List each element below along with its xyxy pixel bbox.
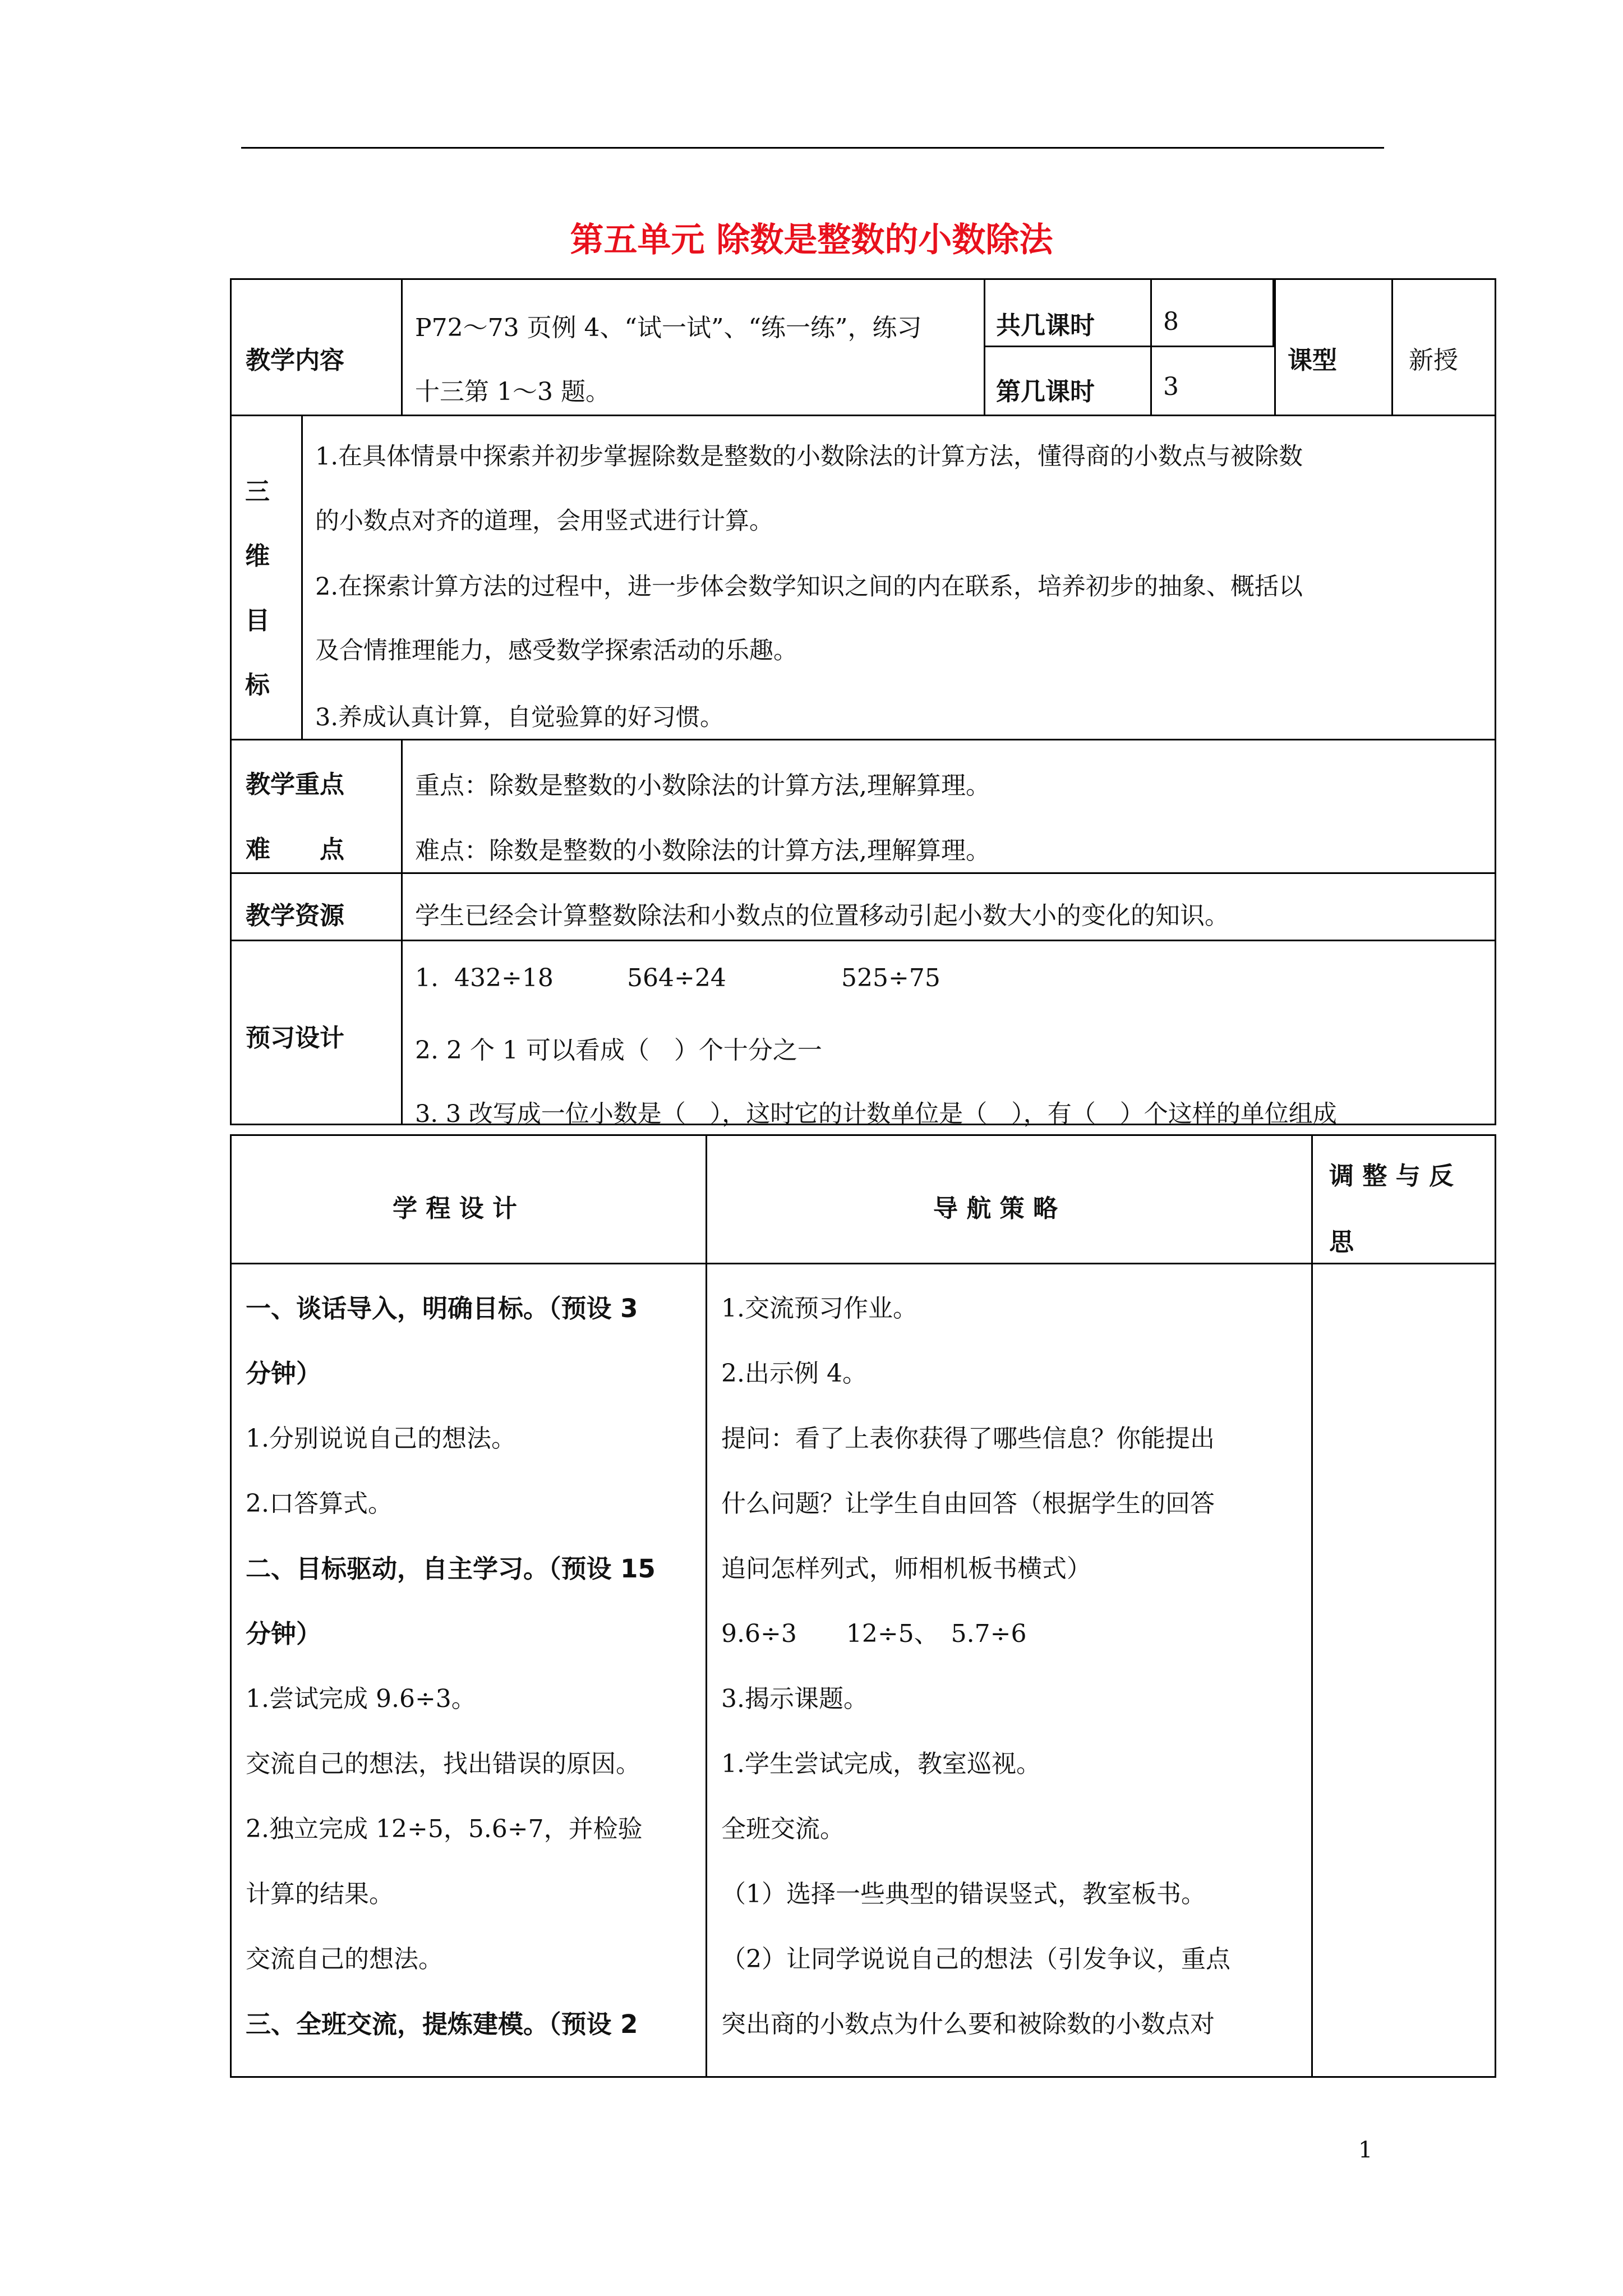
goals-label-char-3: 目	[245, 606, 270, 635]
column-divider-1	[706, 1134, 707, 2078]
middle-line-7: 3.揭示课题。	[721, 1685, 868, 1713]
preview-item-3: 525÷75	[841, 964, 940, 992]
preview-item-1: 432÷18	[454, 964, 554, 992]
type-label: 课型	[1288, 346, 1337, 375]
middle-line-1: 1.交流预习作业。	[721, 1294, 917, 1323]
key-point-text: 重点：除数是整数的小数除法的计算方法,理解算理。	[415, 771, 990, 800]
goal-line-5: 3.养成认真计算，自觉验算的好习惯。	[315, 703, 725, 731]
middle-line-2: 2.出示例 4。	[721, 1359, 867, 1388]
page-title: 第五单元 除数是整数的小数除法	[570, 220, 1053, 260]
resources-label: 教学资源	[246, 901, 344, 930]
adjust-reflect-header-1: 调 整 与 反	[1329, 1162, 1454, 1190]
header-rule	[241, 147, 1384, 149]
middle-line-5: 追问怎样列式，师相机板书横式）	[721, 1554, 1091, 1583]
which-hour-value: 3	[1163, 372, 1179, 401]
which-hour-label: 第几课时	[996, 378, 1095, 406]
adjust-reflect-header-2: 思	[1329, 1228, 1354, 1257]
left-line-4: 2.口答算式。	[246, 1489, 393, 1518]
total-hours-label: 共几课时	[996, 311, 1095, 340]
left-line-10: 计算的结果。	[246, 1880, 394, 1908]
goals-label-char-2: 维	[245, 542, 270, 570]
middle-line-4: 什么问题？让学生自由回答（根据学生的回答	[721, 1489, 1215, 1518]
content-line-2: 十三第 1～3 题。	[415, 378, 610, 406]
left-line-6: 分钟）	[246, 1619, 322, 1649]
middle-line-3: 提问：看了上表你获得了哪些信息？你能提出	[721, 1424, 1215, 1453]
left-line-11: 交流自己的想法。	[246, 1945, 443, 1973]
middle-line-8: 1.学生尝试完成，教室巡视。	[721, 1750, 1041, 1778]
type-value: 新授	[1409, 346, 1458, 375]
left-line-8: 交流自己的想法，找出错误的原因。	[246, 1750, 640, 1778]
difficulty-text: 难点：除数是整数的小数除法的计算方法,理解算理。	[415, 836, 990, 865]
left-line-1: 一、谈话导入，明确目标。（预设 3	[246, 1294, 638, 1323]
middle-line-9: 全班交流。	[721, 1815, 845, 1843]
middle-line-12: 突出商的小数点为什么要和被除数的小数点对	[721, 2010, 1215, 2039]
preview-line-1-prefix: 1.	[415, 964, 439, 992]
left-line-3: 1.分别说说自己的想法。	[246, 1424, 516, 1453]
preview-item-2: 564÷24	[627, 964, 726, 992]
difficulty-label: 难 点	[246, 835, 344, 864]
goal-line-1: 1.在具体情景中探索并初步掌握除数是整数的小数除法的计算方法，懂得商的小数点与被除数	[315, 443, 1303, 471]
page-number: 1	[1358, 2137, 1373, 2163]
left-line-2: 分钟）	[246, 1359, 322, 1388]
left-line-5: 二、目标驱动，自主学习。（预设 15	[246, 1554, 656, 1584]
goal-line-3: 2.在探索计算方法的过程中，进一步体会数学知识之间的内在联系，培养初步的抽象、概括以	[315, 573, 1303, 601]
process-table	[230, 1134, 1496, 2078]
goals-label-char-1: 三	[245, 477, 270, 506]
key-points-label: 教学重点	[246, 770, 344, 799]
goal-line-2: 的小数点对齐的道理，会用竖式进行计算。	[315, 507, 773, 535]
preview-line-2: 2. 2 个 1 可以看成（ ）个十分之一	[415, 1036, 822, 1065]
navigation-strategy-header: 导 航 策 略	[933, 1194, 1058, 1223]
preview-label: 预习设计	[246, 1024, 344, 1052]
resources-text: 学生已经会计算整数除法和小数点的位置移动引起小数大小的变化的知识。	[415, 901, 1229, 930]
left-line-12: 三、全班交流，提炼建模。（预设 2	[246, 2009, 638, 2039]
preview-line-3: 3. 3 改写成一位小数是（ ），这时它的计数单位是（ ），有（ ）个这样的单位组成	[415, 1100, 1337, 1128]
column-divider-2	[1311, 1134, 1313, 2078]
middle-line-10: （1）选择一些典型的错误竖式，教室板书。	[721, 1880, 1206, 1908]
goal-line-4: 及合情推理能力，感受数学探索活动的乐趣。	[315, 637, 797, 665]
content-line-1: P72～73 页例 4、“试一试”、“练一练”，练习	[415, 314, 922, 342]
middle-line-11: （2）让同学说说自己的想法（引发争议，重点	[721, 1945, 1230, 1973]
left-line-9: 2.独立完成 12÷5，5.6÷7，并检验	[246, 1815, 643, 1843]
middle-line-6: 9.6÷3 12÷5、 5.7÷6	[721, 1619, 1027, 1648]
goals-label-char-4: 标	[245, 671, 270, 700]
left-line-7: 1.尝试完成 9.6÷3。	[246, 1685, 476, 1713]
process-design-header: 学 程 设 计	[393, 1194, 517, 1223]
content-label: 教学内容	[246, 346, 344, 375]
total-hours-value: 8	[1163, 307, 1179, 336]
